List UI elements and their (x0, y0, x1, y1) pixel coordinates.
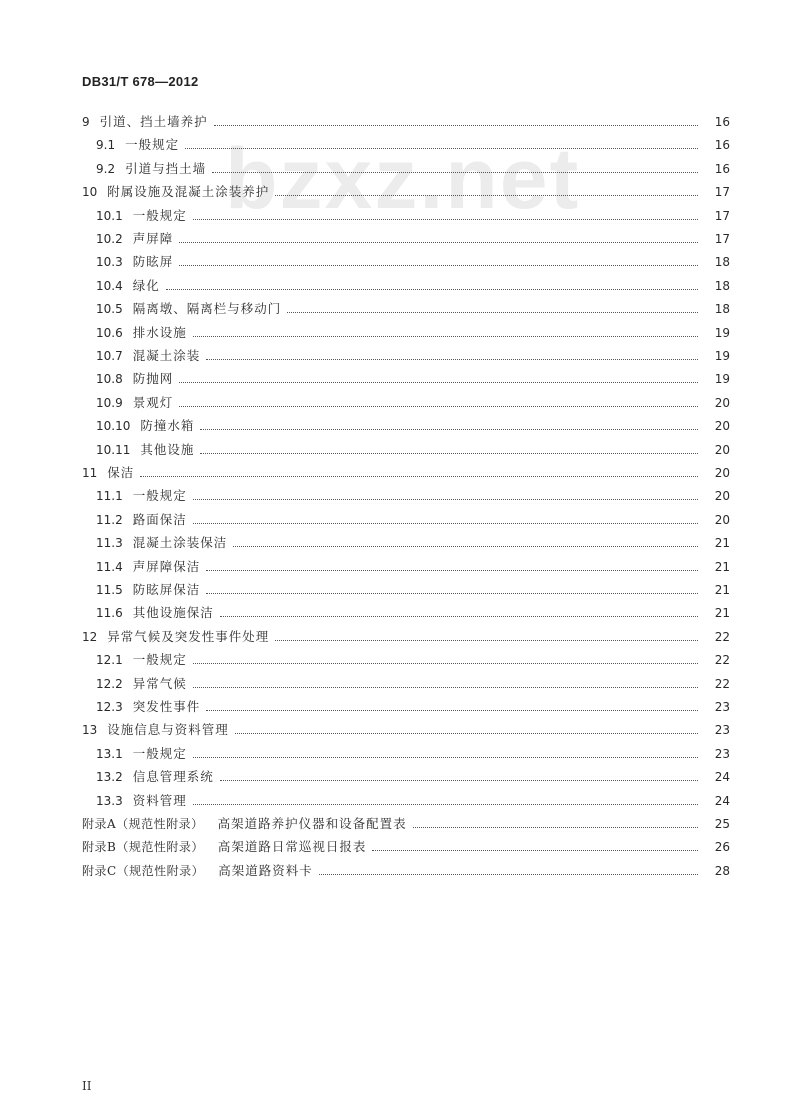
toc-leader-dots (206, 358, 698, 360)
toc-entry-number: 10.10 (96, 419, 131, 434)
toc-entry-page: 20 (714, 395, 730, 410)
toc-leader-dots (235, 732, 698, 734)
toc-entry-number: 12 (82, 629, 98, 644)
toc-leader-dots (287, 311, 698, 313)
toc-entry-number: 10.6 (96, 325, 123, 340)
toc-entry[interactable] (0, 299, 800, 319)
toc-entry-title: 混凝土涂装 (132, 348, 201, 363)
toc-entry-page: 21 (714, 583, 730, 597)
toc-entry-title: 声屏障保洁 (132, 558, 201, 574)
toc-entry-page: 23 (714, 746, 730, 761)
toc-entry-title: 防眩屏 (132, 254, 174, 270)
toc-leader-dots (206, 569, 698, 571)
toc-entry-number: 9 (82, 115, 90, 129)
toc-leader-dots (275, 194, 698, 196)
toc-entry[interactable] (0, 603, 800, 623)
toc-entry[interactable] (0, 486, 800, 506)
toc-leader-dots (193, 662, 698, 664)
toc-entry-label (82, 182, 269, 202)
toc-entry-title: 设施信息与资料管理 (107, 722, 229, 738)
toc-leader-dots (193, 756, 698, 758)
toc-entry-page: 24 (714, 793, 730, 808)
toc-leader-dots (206, 592, 698, 594)
toc-entry[interactable] (0, 767, 800, 787)
toc-entry-title: 声屏障 (132, 231, 174, 246)
toc-leader-dots (179, 264, 698, 266)
toc-entry-page: 21 (714, 536, 730, 551)
toc-entry-label (96, 603, 214, 623)
toc-entry-page: 20 (714, 512, 730, 527)
toc-entry-label (96, 557, 200, 577)
toc-entry-page: 16 (714, 161, 730, 176)
toc-entry-title: 信息管理系统 (132, 769, 214, 785)
toc-entry-title: 异常气候 (132, 675, 187, 691)
toc-entry-number: 附录A（规范性附录） (82, 817, 204, 831)
toc-entry[interactable] (0, 463, 800, 483)
toc-entry-number: 13.1 (96, 746, 123, 761)
toc-entry-number: 13.3 (96, 793, 123, 808)
toc-entry-number: 11 (82, 466, 98, 480)
toc-entry[interactable] (0, 674, 800, 694)
toc-leader-dots (220, 779, 698, 781)
toc-entry-label (96, 486, 187, 506)
toc-entry-label (96, 510, 187, 530)
toc-entry-number: 12.1 (96, 653, 123, 668)
toc-entry-label (96, 206, 187, 226)
toc-entry-label (96, 393, 173, 413)
toc-leader-dots (140, 475, 698, 477)
toc-entry[interactable] (0, 791, 800, 811)
toc-entry-number: 10.2 (96, 232, 123, 246)
toc-entry-title: 排水设施 (132, 324, 187, 340)
toc-leader-dots (372, 849, 698, 851)
toc-entry-number: 11.6 (96, 606, 123, 621)
toc-entry-page: 17 (714, 208, 730, 223)
toc-entry[interactable] (0, 837, 800, 857)
toc-leader-dots (193, 686, 698, 688)
toc-entry[interactable] (0, 440, 800, 460)
toc-entry-page: 20 (714, 466, 730, 480)
toc-leader-dots (214, 124, 698, 126)
toc-entry-number: 10.1 (96, 208, 123, 223)
toc-entry-title: 异常气候及突发性事件处理 (107, 628, 270, 644)
toc-entry-label (96, 135, 179, 155)
toc-entry-title: 附属设施及混凝土涂装养护 (107, 184, 270, 200)
toc-entry-number: 附录C（规范性附录） (82, 863, 205, 878)
toc-entry-label (96, 440, 194, 460)
toc-entry-title: 资料管理 (132, 792, 187, 808)
toc-entry[interactable] (0, 252, 800, 272)
toc-entry-label (96, 252, 173, 272)
toc-entry-title: 一般规定 (132, 652, 187, 668)
toc-entry-title: 绿化 (132, 277, 160, 293)
toc-entry-title: 一般规定 (132, 207, 187, 223)
toc-entry-number: 11.5 (96, 583, 123, 597)
toc-entry-title: 景观灯 (132, 394, 174, 410)
toc-entry-label (96, 580, 200, 600)
toc-entry[interactable] (0, 182, 800, 202)
toc-entry[interactable] (0, 533, 800, 553)
toc-entry[interactable] (0, 720, 800, 740)
toc-entry-title: 其他设施保洁 (132, 605, 214, 621)
toc-entry[interactable] (0, 369, 800, 389)
toc-entry-page: 18 (714, 302, 730, 317)
toc-entry-label (82, 720, 229, 740)
toc-entry-title: 防撞水箱 (140, 418, 195, 434)
toc-entry[interactable] (0, 135, 800, 155)
toc-entry-number: 11.1 (96, 489, 123, 504)
toc-entry-title: 混凝土涂装保洁 (132, 535, 228, 551)
toc-leader-dots (193, 335, 698, 337)
toc-leader-dots (200, 452, 698, 454)
toc-entry-label (82, 861, 313, 881)
toc-entry-label (82, 627, 269, 647)
toc-leader-dots (206, 709, 698, 711)
toc-entry-title: 防眩屏保洁 (132, 582, 201, 597)
toc-entry[interactable] (0, 393, 800, 413)
toc-entry-page: 19 (714, 349, 730, 363)
toc-leader-dots (220, 615, 698, 617)
toc-entry[interactable] (0, 206, 800, 226)
toc-entry[interactable] (0, 557, 800, 577)
toc-entry-title: 一般规定 (125, 137, 180, 153)
toc-leader-dots (179, 241, 698, 243)
toc-entry-label (96, 276, 160, 296)
toc-entry-number: 10.11 (96, 442, 131, 457)
toc-leader-dots (200, 428, 698, 430)
toc-entry-title: 高架道路日常巡视日报表 (217, 839, 367, 855)
toc-entry[interactable] (0, 580, 800, 600)
toc-entry-label (96, 159, 206, 179)
toc-entry-number: 9.1 (96, 138, 116, 153)
toc-entry-number: 9.2 (96, 161, 116, 176)
toc-entry-label (96, 346, 200, 366)
toc-entry-page: 19 (714, 372, 730, 387)
toc-leader-dots (166, 288, 698, 290)
toc-entry-page: 23 (714, 700, 730, 714)
toc-entry-label (96, 299, 281, 319)
toc-entry-page: 22 (714, 653, 730, 668)
toc-entry-number: 12.2 (96, 676, 123, 691)
toc-entry[interactable] (0, 416, 800, 436)
toc-leader-dots (413, 826, 698, 828)
toc-entry-title: 保洁 (107, 465, 135, 480)
toc-entry-title: 高架道路养护仪器和设备配置表 (217, 816, 407, 831)
toc-entry-page: 20 (714, 442, 730, 457)
toc-entry-page: 21 (714, 559, 730, 574)
toc-entry[interactable] (0, 159, 800, 179)
toc-entry-label (96, 369, 173, 389)
toc-entry[interactable] (0, 650, 800, 670)
toc-entry-number: 附录B（规范性附录） (82, 840, 204, 855)
toc-entry-page: 20 (714, 489, 730, 504)
toc-entry-number: 11.2 (96, 512, 123, 527)
toc-entry-label (82, 463, 134, 483)
toc-entry-label (82, 814, 407, 834)
toc-entry[interactable] (0, 814, 800, 834)
toc-entry-label (96, 323, 187, 343)
toc-entry[interactable] (0, 744, 800, 764)
toc-entry-number: 10.8 (96, 372, 123, 387)
toc-entry-number: 10.3 (96, 255, 123, 270)
toc-entry[interactable] (0, 861, 800, 881)
toc-entry-label (82, 112, 208, 132)
toc-entry[interactable] (0, 346, 800, 366)
toc-entry-number: 10.5 (96, 302, 123, 317)
toc-entry-title: 路面保洁 (132, 511, 187, 527)
toc-entry-title: 高架道路资料卡 (218, 862, 313, 878)
toc-entry-number: 13.2 (96, 770, 123, 785)
toc-entry-number: 10 (82, 185, 98, 200)
toc-entry-label (82, 837, 366, 857)
toc-entry-title: 引道、挡土墙养护 (99, 114, 208, 129)
toc-leader-dots (212, 171, 698, 173)
toc-entry[interactable] (0, 112, 800, 132)
toc-leader-dots (179, 381, 698, 383)
toc-leader-dots (319, 873, 698, 875)
toc-leader-dots (233, 545, 698, 547)
toc-entry-number: 11.3 (96, 536, 123, 551)
toc-entry-page: 20 (714, 419, 730, 434)
toc-entry-title: 隔离墩、隔离栏与移动门 (132, 301, 282, 317)
toc-entry-label (96, 674, 187, 694)
toc-entry-title: 一般规定 (132, 745, 187, 761)
toc-entry-label (96, 791, 187, 811)
toc-entry-page: 21 (714, 606, 730, 621)
toc-entry-title: 引道与挡土墙 (125, 160, 207, 176)
toc-entry-label (96, 533, 227, 553)
toc-entry-page: 22 (714, 629, 730, 644)
toc-entry-label (96, 229, 173, 249)
toc-entry-label (96, 767, 214, 787)
toc-entry-label (96, 744, 187, 764)
toc-entry-label (96, 650, 187, 670)
toc-entry[interactable] (0, 276, 800, 296)
toc-entry-page: 23 (714, 723, 730, 738)
toc-entry-number: 13 (82, 723, 98, 738)
toc-leader-dots (275, 639, 698, 641)
toc-leader-dots (193, 522, 698, 524)
toc-entry-label (96, 416, 194, 436)
toc-entry-number: 12.3 (96, 700, 123, 714)
toc-entry-page: 16 (714, 115, 730, 129)
toc-entry-page: 24 (714, 770, 730, 785)
toc-entry-title: 突发性事件 (132, 699, 201, 714)
toc-entry-number: 11.4 (96, 559, 123, 574)
toc-entry[interactable] (0, 697, 800, 717)
toc-entry-title: 一般规定 (132, 488, 187, 504)
toc-entry[interactable] (0, 510, 800, 530)
toc-entry-page: 26 (714, 840, 730, 855)
toc-entry-page: 18 (714, 278, 730, 293)
toc-entry-number: 10.4 (96, 278, 123, 293)
toc-entry-title: 其他设施 (140, 441, 195, 457)
toc-entry-number: 10.7 (96, 349, 123, 363)
toc-entry-page: 25 (714, 817, 730, 831)
toc-entry-page: 28 (714, 863, 730, 878)
toc-entry-page: 16 (714, 138, 730, 153)
toc-entry-page: 22 (714, 676, 730, 691)
toc-entry-title: 防抛网 (132, 371, 174, 387)
watermark: bzxz.net (225, 131, 581, 227)
toc-entry-number: 10.9 (96, 395, 123, 410)
toc-leader-dots (193, 803, 698, 805)
page-number-footer: II (82, 1079, 92, 1093)
toc-leader-dots (193, 498, 698, 500)
toc-leader-dots (193, 218, 698, 220)
toc-entry-label (96, 697, 200, 717)
toc-entry-page: 18 (714, 255, 730, 270)
toc-leader-dots (179, 405, 698, 407)
document-code-header: DB31/T 678—2012 (82, 74, 199, 89)
toc-entry-page: 19 (714, 325, 730, 340)
toc-entry-page: 17 (714, 185, 730, 200)
toc-entry[interactable] (0, 323, 800, 343)
toc-entry-page: 17 (714, 232, 730, 246)
toc-leader-dots (185, 147, 698, 149)
toc-entry[interactable] (0, 229, 800, 249)
toc-entry[interactable] (0, 627, 800, 647)
